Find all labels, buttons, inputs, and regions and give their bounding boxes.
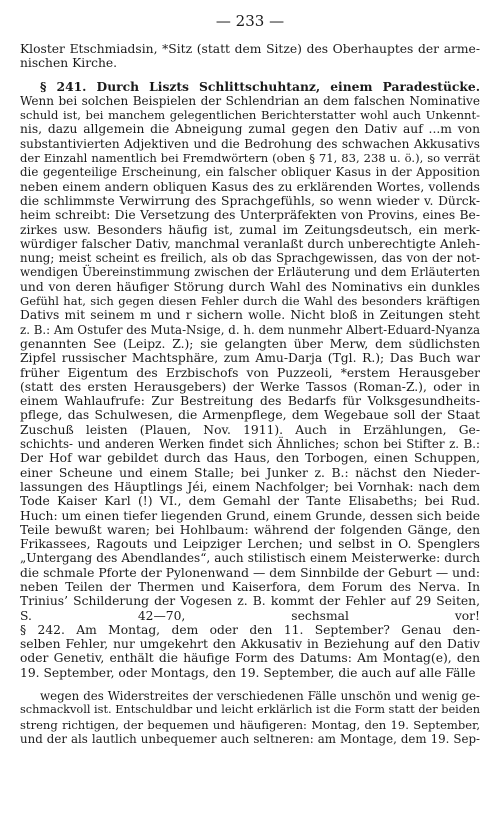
text-line: selben Fehler, nur umgekehrt den Akkusativ in Beziehung auf den Dativ xyxy=(20,637,480,652)
text-line: einem Wahlaufrufe: Zur Bestreitung des Bedarfs für Volksgesundheits- xyxy=(20,394,480,409)
text-line: und der als lautlich unbequemer auch seltneren: am Montage, dem 19. Sep- xyxy=(20,731,480,746)
text-line: Frikassees, Ragouts und Leipziger Lerchen; und selbst in O. Spenglers xyxy=(20,537,480,552)
text-line: oder Genetiv, enthält die häufige Form des Datums: Am Montag(e), den xyxy=(20,651,480,666)
text-line: der Einzahl namentlich bei Fremdwörtern (oben § 71, 83, 238 u. ö.), so verrät xyxy=(20,151,480,166)
text-line: schuld ist, bei manchem gelegentlichen Berichterstatter wohl auch Unkennt- xyxy=(20,108,480,123)
text-line: die gegenteilige Erscheinung, ein falscher obliquer Kasus in der Apposition xyxy=(20,165,480,180)
text-line: Zipfel russischer Machtsphäre, zum Amu-Darja (Tgl. R.); Das Buch war xyxy=(20,351,480,366)
text-line: Wenn bei solchen Beispielen der Schlendrian an dem falschen Nominative xyxy=(20,93,480,108)
page-body xyxy=(20,42,480,746)
text-line: zirkes usw. Besonders häufig ist, zumal im Zeitungsdeutsch, ein merk- xyxy=(20,222,480,237)
text-line: S. 42—70, sechsmal vor! xyxy=(20,608,480,623)
text-line: Trinius’ Schilderung der Vogesen z. B. kommt der Fehler auf 29 Seiten, xyxy=(20,594,480,609)
text-line: die schlimmste Verwirrung des Sprachgefühls, so wenn wieder v. Dürck- xyxy=(20,193,480,208)
text-line: schichts- und anderen Werken findet sich Ähnliches; schon bei Stifter z. B.: xyxy=(20,437,480,452)
text-line: Der Hof war gebildet durch das Haus, den Torbogen, einen Schuppen, xyxy=(20,451,480,466)
text-line: Gefühl hat, sich gegen diesen Fehler durch die Wahl des besonders kräftigen xyxy=(20,294,480,309)
section-heading-242: wegen des Widerstreites der verschiedenen Fälle unschön und wenig ge- xyxy=(40,689,480,704)
text-line: „Untergang des Abendlandes“, auch stilistisch einem Meisterwerke: durch xyxy=(20,551,480,566)
text-line: genannten See (Leipz. Z.); sie gelangten über Merw, dem südlichsten xyxy=(20,336,480,351)
text-line: nischen Kirche. xyxy=(20,56,118,71)
section-heading-241: § 241. Durch Liszts Schlittschuhtanz, einem Paradestücke. xyxy=(40,78,480,94)
text-line: Tode Kaiser Karl (!) VI., dem Gemahl der Tante Elisabeths; bei Rud. xyxy=(20,494,480,509)
text-line: früher Eigentum des Erzbischofs von Puzzeoli, *erstem Herausgeber xyxy=(20,365,480,380)
text-line: die schmale Pforte der Pylonenwand — dem Sinnbilde der Geburt — und: xyxy=(20,565,480,580)
page-number: — 233 — xyxy=(215,12,285,30)
text-line: lassungen des Häuptlings Jéi, einem Nachfolger; bei Vornhak: nach dem xyxy=(20,479,480,494)
text-line: nis, dazu allgemein die Abneigung zumal gegen den Dativ auf ...m von xyxy=(20,122,480,137)
text-line: neben einem andern obliquen Kasus des zu erklärenden Wortes, vollends xyxy=(20,179,480,194)
text-line: heim schreibt: Die Versetzung des Unterpräfekten von Provins, eines Be- xyxy=(20,208,480,223)
text-line: Teile bewußt waren; bei Hohlbaum: während der folgenden Gänge, den xyxy=(20,522,480,537)
text-line: pflege, das Schulwesen, die Armenpflege, dem Wegebaue soll der Staat xyxy=(20,408,480,423)
text-line: und von deren häufiger Störung durch Wahl des Nominativs ein dunkles xyxy=(20,279,480,294)
text-line: z. B.: Am Ostufer des Muta-Nsige, d. h. dem nunmehr Albert-Eduard-Nyanza xyxy=(20,322,480,337)
text-line: schmackvoll ist. Entschuldbar und leicht erklärlich ist die Form statt der beiden xyxy=(20,703,480,717)
text-line: einer Scheune und einem Stalle; bei Junker z. B.: nächst den Nieder- xyxy=(20,465,480,480)
text-line: substantivierten Adjektiven und die Bedrohung des schwachen Akkusativs xyxy=(20,136,480,151)
text-line: § 242. Am Montag, dem oder den 11. September? Genau den- xyxy=(20,622,480,637)
text-line: Kloster Etschmiadsin, *Sitz (statt dem Sitze) des Oberhauptes der arme- xyxy=(20,42,480,56)
text-line: (statt des ersten Herausgebers) der Werke Tassos (Roman-Z.), oder in xyxy=(20,379,480,394)
text-line: Huch: um einen tiefer liegenden Grund, einem Grunde, dessen sich beide xyxy=(20,508,480,523)
text-line: wendigen Übereinstimmung zwischen der Erläuterung und dem Erläuterten xyxy=(20,265,480,280)
text-line: nung; meist scheint es freilich, als ob das Sprachgewissen, das von der not- xyxy=(20,251,480,266)
text-line: 19. September, oder Montags, den 19. September, die auch auf alle Fälle xyxy=(20,665,476,680)
text-line: neben Teilen der Thermen und Kaiserfora, dem Forum des Nerva. In xyxy=(20,579,480,594)
text-line: Dativs mit seinem m und r sichern wolle. Nicht bloß in Zeitungen steht xyxy=(20,308,480,323)
text-line: Zuschuß leisten (Plauen, Nov. 1911). Auch in Erzählungen, Ge- xyxy=(20,422,480,437)
text-line: würdiger falscher Dativ, manchmal veranlaßt durch unberechtigte Anleh- xyxy=(20,236,480,251)
text-line: streng richtigen, der bequemen und häufigeren: Montag, den 19. September, xyxy=(20,717,480,732)
